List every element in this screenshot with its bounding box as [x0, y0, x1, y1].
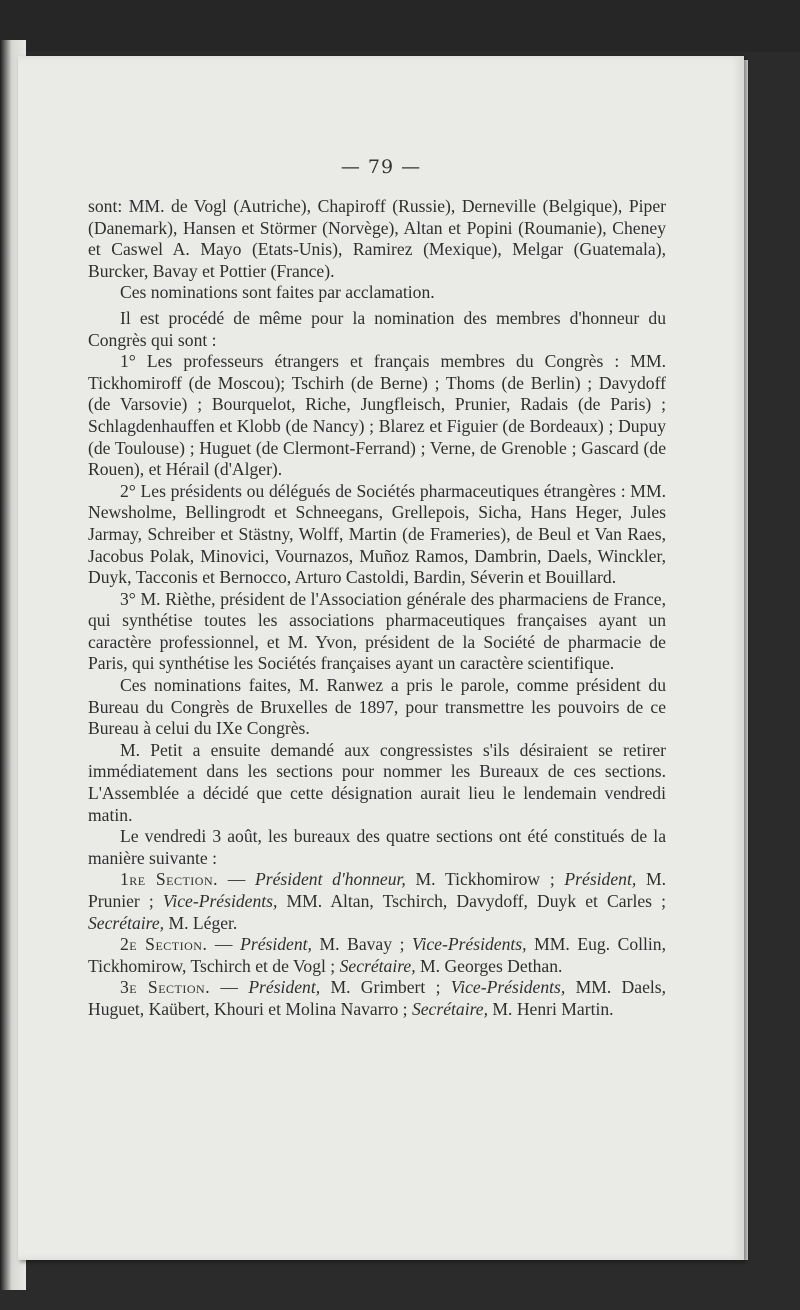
role-title: Président, — [240, 934, 312, 955]
paragraph-2: Ces nominations sont faites par acclamation. — [120, 282, 435, 303]
role-title: Vice-Présidents, — [450, 977, 566, 998]
section-2-label: 2e Section. — [120, 934, 208, 955]
role-holders: M. Tickhomirow ; — [405, 869, 565, 890]
page-edge — [744, 60, 748, 1260]
role-holders: MM. Daels, Huguet, Kaübert, Khouri et Molina Navarro ; — [88, 977, 667, 1019]
role-holders: M. Georges Dethan. — [415, 955, 563, 976]
role-holders: — — [218, 869, 256, 890]
section-3-bureau — [88, 977, 666, 1020]
section-2-bureau — [88, 934, 666, 977]
section-1-bureau — [88, 869, 666, 934]
role-holders: — — [207, 934, 241, 955]
paragraph-4: 1° Les professeurs étrangers et français membres du Congrès : MM. Tickhomiroff (de Moscou); Tschirh (de Berne) ; Thoms (de Berlin) ; Davydoff (de Varsovie) ; Bourquelot, Riche, Jungfleisch, Prunier, Radais (de Paris) ; Schlagdenhauffen et Klobb (de Nancy) ; Blarez et Figuier (de Bordeaux) ; Dupuy (de Toulouse) ; Huguet (de Clermont-Ferrand) ; Verne, de Grenoble ; Gascard (de Rouen), et Hérail (d'Alger). — [88, 351, 666, 480]
role-holders: M. Henri Martin. — [487, 998, 614, 1019]
section-3-label: 3e Section. — [120, 977, 211, 998]
paragraph-8: M. Petit a ensuite demandé aux congressistes s'ils désiraient se retirer immédiatement dans les sections pour nommer les Bureaux de ces sections. L'Assemblée a décidé que cette désignation aurait lieu le lendemain vendredi matin. — [88, 739, 666, 825]
role-holders: MM. Eug. Collin, Tickhomirow, Tschirch et de Vogl ; — [88, 934, 667, 976]
role-holders: — — [210, 977, 249, 998]
paragraph-6: 3° M. Rièthe, président de l'Association générale des pharmaciens de France, qui synthétise toutes les associations pharmaceutiques françaises ayant un caractère professionnel, et M. Yvon, président de la Société de pharmacie de Paris, qui synthétise les Sociétés françaises ayant un caractère scientifique. — [88, 588, 666, 674]
paragraph-3: Il est procédé de même pour la nomination des membres d'honneur du Congrès qui sont : — [88, 307, 666, 350]
role-holders: M. Léger. — [164, 912, 238, 933]
role-title: Président d'honneur, — [255, 869, 406, 890]
role-title: Président, — [564, 869, 637, 890]
page-number: — 79 — — [340, 156, 422, 178]
role-holders: M. Prunier ; — [88, 869, 666, 911]
role-title: Secrétaire, — [88, 912, 165, 933]
role-holders: M. Grimbert ; — [320, 977, 451, 998]
page-body — [88, 196, 666, 1021]
role-title: Secrétaire, — [339, 955, 416, 976]
paragraph-1: sont: MM. de Vogl (Autriche), Chapiroff (Russie), Derneville (Belgique), Piper (Danemark), Hansen et Störmer (Norvège), Altan et Popini (Roumanie), Cheney et Caswel A. Mayo (Etats-Unis), Ramirez (Mexique), Melgar (Guatemala), Burcker, Bavay et Pottier (France). — [88, 196, 666, 281]
paragraph-7: Ces nominations faites, M. Ranwez a pris le parole, comme président du Bureau du Congrès de Bruxelles de 1897, pour transmettre les pouvoirs de ce Bureau à celui du IXe Congrès. — [88, 675, 666, 739]
paragraph-9: Le vendredi 3 août, les bureaux des quatre sections ont été constitués de la manière suivante : — [88, 826, 666, 868]
scan-background-top — [0, 0, 800, 52]
role-title: Secrétaire, — [411, 998, 488, 1019]
section-1-label: 1re Section. — [120, 869, 219, 890]
role-holders: MM. Altan, Tschirch, Davydoff, Duyk et Carles ; — [277, 891, 666, 911]
book-page — [18, 56, 744, 1260]
role-title: Président, — [248, 977, 321, 998]
role-title: Vice-Présidents, — [412, 934, 527, 955]
role-holders: M. Bavay ; — [311, 934, 413, 955]
paragraph-5: 2° Les présidents ou délégués de Sociétés pharmaceutiques étrangères : MM. Newsholme, Bellingrodt et Schneegans, Grellepois, Sicha, Hans Heger, Jules Jarmay, Schreiber et Stästny, Wolff, Martin (de Frameries), de Beul et Van Raes, Jacobus Polak, Minovici, Vournazos, Muñoz Ramos, Dambrin, Daels, Winckler, Duyk, Tacconis et Bernocco, Arturo Castoldi, Bardin, Séverin et Bouillard. — [88, 480, 666, 588]
role-title: Vice-Présidents, — [162, 891, 278, 911]
